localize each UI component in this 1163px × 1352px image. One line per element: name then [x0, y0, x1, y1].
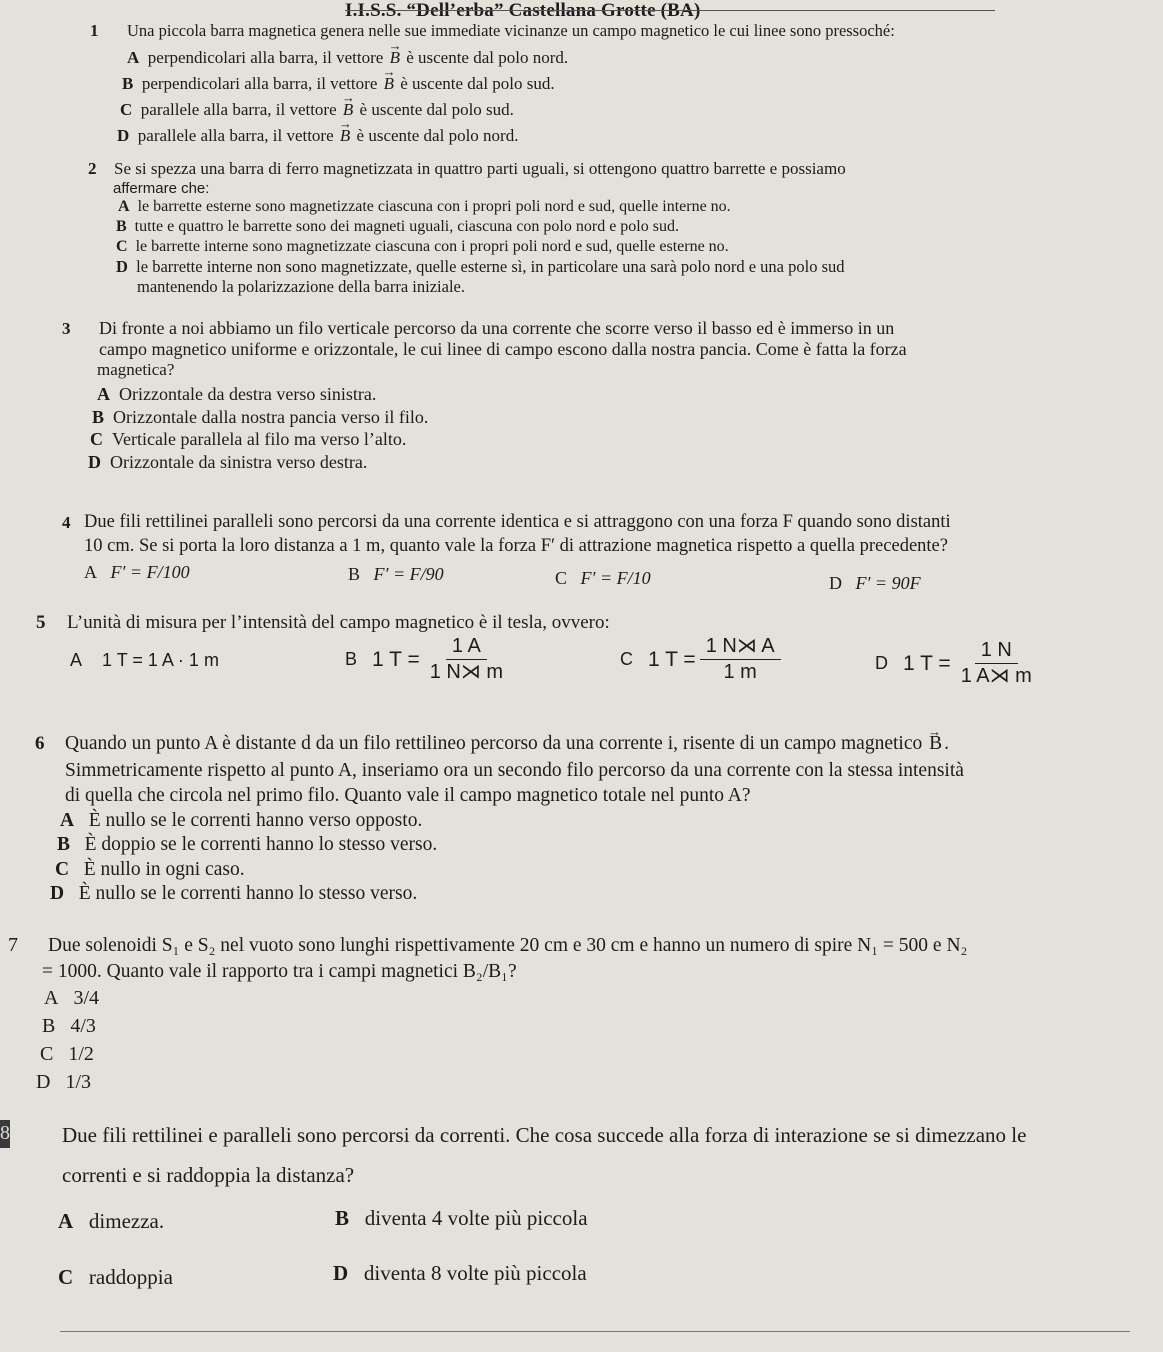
option-a[interactable]: A 3/4 — [44, 987, 100, 1009]
option-b[interactable]: B 1 T = $\frac{1 A}{1 N⋊ m}$ — [345, 636, 513, 683]
option-d[interactable]: D 1/3 — [36, 1071, 92, 1093]
question-text-continued: campo magnetico uniforme e orizzontale, le cui linee di campo escono dalla nostra pancia. Come è fatta la forza — [99, 339, 907, 359]
question-text-continued: Simmetricamente rispetto al punto A, inseriamo ora un secondo filo percorso da una corrente con la stessa intensità — [65, 760, 964, 781]
option-d[interactable]: D le barrette interne non sono magnetizzate, quelle esterne sì, in particolare una sarà polo nord e una polo sud — [116, 257, 845, 276]
page-title: I.I.S.S. “Dell’erba” Castellana Grotte (BA) — [345, 0, 995, 22]
fraction: $\frac{1 N⋊ A}{1 m}$ — [700, 636, 781, 683]
question-text: Due solenoidi S₁ e S₂ nel vuoto sono lunghi rispettivamente 20 cm e 30 cm e hanno un numero di spire N₁ = 500 e N₂ — [48, 935, 968, 956]
question-text: Due fili rettilinei e paralleli sono percorsi da correnti. Che cosa succede alla forza di interazione se si dimezzano le — [62, 1123, 1027, 1147]
option-b[interactable]: B È doppio se le correnti hanno lo stesso verso. — [57, 834, 438, 855]
option-c[interactable]: C F′ = F/10 — [555, 568, 651, 588]
question-number: 7 — [8, 934, 18, 956]
question-text-continued: di quella che circola nel primo filo. Quanto vale il campo magnetico totale nel punto A? — [65, 785, 751, 806]
question-text: Quando un punto A è distante d da un filo rettilineo percorso da una corrente i, risente di un campo magnetico → B . — [65, 733, 949, 754]
option-a[interactable]: A dimezza. — [58, 1209, 165, 1233]
bottom-rule — [60, 1331, 1130, 1332]
option-b[interactable]: B perpendicolari alla barra, il vettore → B è uscente dal polo sud. — [122, 73, 555, 94]
option-d[interactable]: D diventa 8 volte più piccola — [333, 1261, 587, 1285]
option-a[interactable]: A Orizzontale da destra verso sinistra. — [97, 384, 377, 404]
option-c[interactable]: C le barrette interne sono magnetizzate ciascuna con i propri poli nord e sud, quelle esterne no. — [116, 238, 729, 255]
vector-b-symbol: → B — [927, 733, 944, 754]
question-text: Due fili rettilinei paralleli sono percorsi da una corrente identica e si attraggono con una forza F quando sono distanti — [84, 512, 951, 532]
option-c[interactable]: C parallele alla barra, il vettore → B è uscente dal polo sud. — [120, 99, 514, 120]
option-d[interactable]: D F′ = 90F — [829, 573, 921, 593]
option-d[interactable]: D Orizzontale da sinistra verso destra. — [88, 452, 368, 472]
question-text: L’unità di misura per l’intensità del campo magnetico è il tesla, ovvero: — [67, 612, 610, 633]
question-number: 8 — [0, 1122, 10, 1144]
option-a[interactable]: A F′ = F/100 — [84, 562, 190, 582]
option-b[interactable]: B diventa 4 volte più piccola — [335, 1206, 588, 1230]
question-number: 2 — [88, 159, 97, 178]
question-number: 4 — [62, 513, 71, 532]
question-text-continued: = 1000. Quanto vale il rapporto tra i campi magnetici B₂/B₁? — [42, 961, 517, 982]
question-number: 1 — [90, 21, 99, 40]
option-d[interactable]: D 1 T = $\frac{1 N}{1 A⋊ m}$ — [875, 640, 1042, 687]
question-text: Di fronte a noi abbiamo un filo verticale percorso da una corrente che scorre verso il basso ed è immerso in un — [99, 318, 895, 338]
fraction: $\frac{1 N}{1 A⋊ m}$ — [960, 639, 1032, 687]
option-d[interactable]: D È nullo se le correnti hanno lo stesso verso. — [50, 883, 418, 904]
option-a[interactable]: A perpendicolari alla barra, il vettore → B è uscente dal polo nord. — [127, 47, 568, 68]
question-text: Una piccola barra magnetica genera nelle sue immediate vicinanze un campo magnetico le cui linee sono pressoché: — [127, 21, 895, 40]
question-text-continued: affermare che: — [113, 180, 210, 197]
option-c[interactable]: C Verticale parallela al filo ma verso l’alto. — [90, 429, 407, 449]
question-number: 3 — [62, 319, 71, 338]
vector-b-symbol: → B — [388, 47, 402, 68]
option-c[interactable]: C raddoppia — [58, 1265, 173, 1289]
option-b[interactable]: B 4/3 — [42, 1015, 96, 1037]
question-text-continued: magnetica? — [97, 360, 175, 379]
option-b[interactable]: B F′ = F/90 — [348, 564, 444, 584]
fraction: $\frac{1 A}{1 N⋊ m}$ — [429, 635, 504, 683]
option-b[interactable]: B tutte e quattro le barrette sono dei magneti uguali, ciascuna con polo nord e polo sud. — [116, 218, 679, 235]
option-c[interactable]: C È nullo in ogni caso. — [55, 859, 245, 880]
vector-b-symbol: → B — [341, 99, 355, 120]
option-d-continued: mantenendo la polarizzazione della barra iniziale. — [137, 277, 465, 296]
option-a[interactable]: A le barrette esterne sono magnetizzate ciascuna con i propri poli nord e sud, quelle interne no. — [118, 198, 731, 215]
option-a[interactable]: A È nullo se le correnti hanno verso opposto. — [60, 810, 423, 831]
vector-b-symbol: → B — [338, 125, 352, 146]
question-text: Se si spezza una barra di ferro magnetizzata in quattro parti uguali, si ottengono quattro barrette e possiamo — [114, 159, 846, 178]
option-c[interactable]: C 1/2 — [40, 1043, 94, 1065]
question-number: 6 — [35, 733, 45, 754]
option-c[interactable]: C 1 T = $\frac{1 N⋊ A}{1 m}$ — [620, 636, 785, 683]
question-number: 5 — [36, 612, 46, 633]
option-a[interactable]: A 1 T = 1 A · 1 m — [70, 650, 219, 670]
option-d[interactable]: D parallele alla barra, il vettore → B è uscente dal polo nord. — [117, 125, 518, 146]
question-text-continued: correnti e si raddoppia la distanza? — [62, 1163, 355, 1187]
vector-b-symbol: → B — [382, 73, 396, 94]
question-text-continued: 10 cm. Se si porta la loro distanza a 1 m, quanto vale la forza F′ di attrazione magnetica rispetto a quella precedente? — [84, 536, 948, 556]
option-b[interactable]: B Orizzontale dalla nostra pancia verso il filo. — [92, 407, 429, 427]
